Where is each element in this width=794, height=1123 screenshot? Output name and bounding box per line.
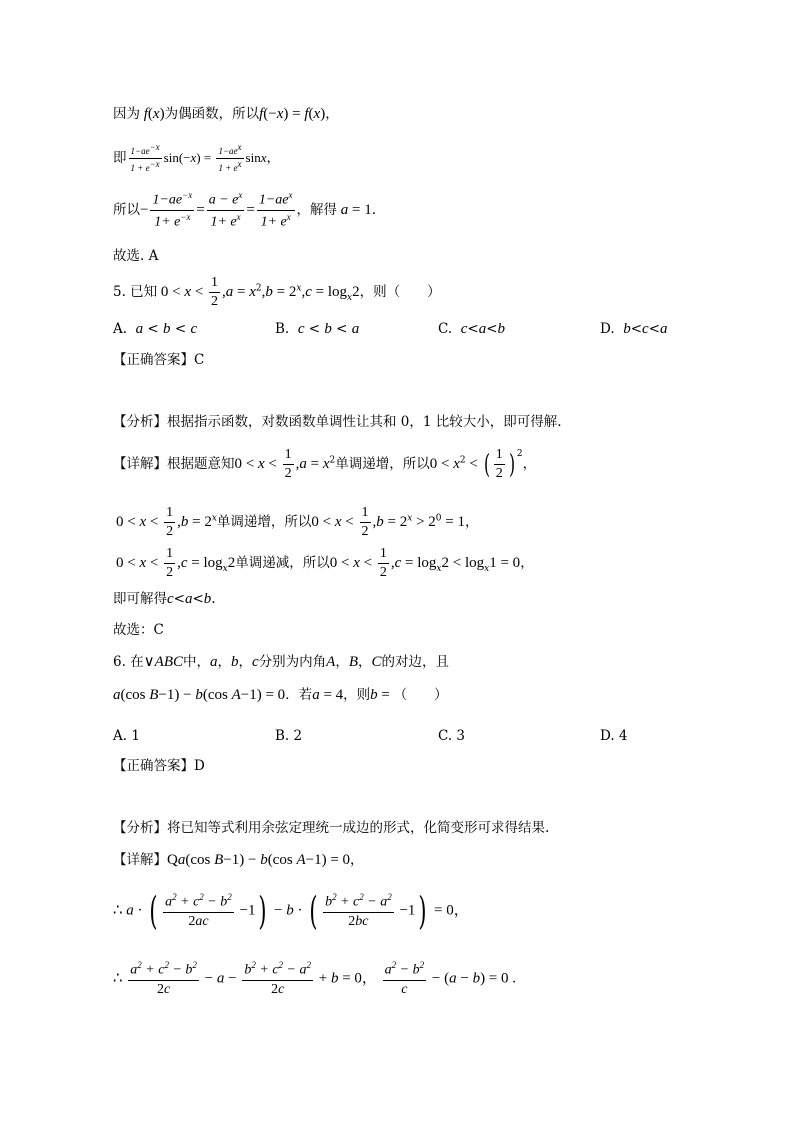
choice-5d: D. b<c<a <box>600 321 668 337</box>
detail-6-line-2: ∴ a · ( $\frac{a^2 + c^2 - b^2}{2ac}$ −1) − b · ( $\frac{b^2 + c^2 - a^2}{2bc}$ −1) = 0， <box>113 889 469 933</box>
question-6-line-1: 6. 在∨ABC中，a，b，c分别为内角A，B，C的对边，且 <box>113 654 450 670</box>
select-5: 故选：C <box>113 622 164 638</box>
detail-5-line-1: 【详解】根据题意知0 < x < $\frac{1}{2}$ $,a = x^2$单调递增，所以$0 < x^2$ < ( $\frac{1}{2}$ ) $^2$， <box>113 447 537 482</box>
question-5: 5. 已知 0 < x < $\frac{1}{2}$ $,a = x^2,b = 2^x,c = \log_x2$，则（ ） <box>113 275 441 310</box>
choice-6c: C. 3 <box>438 728 466 744</box>
text-line-4: 故选. A <box>113 248 159 264</box>
choice-5a: A. a < b < c <box>113 321 198 337</box>
text-line-2: 即 $\frac{1-ae^{-x}}{1 + e^{-x}}$ sin(−x) = $\frac{1-ae^x}{1 + e^x}$ sinx， <box>113 142 280 173</box>
choice-5b: B. c < b < a <box>275 321 360 337</box>
choice-6b: B. 2 <box>275 728 303 744</box>
analysis-6: 【分析】将已知等式利用余弦定理统一成边的形式，化简变形可求得结果. <box>113 820 550 836</box>
question-6-line-2: a(cos B−1) − b(cos A−1) = 0．若a = 4，则b = （ ） <box>113 687 448 703</box>
text-line-3: 所以− $\frac{1-ae^{-x}}{1+ e^{-x}}$ = $\frac{a - e^x}{1+ e^x}$ = $\frac{1-ae^x}{1+ e^x}$ ，解得 a = 1. <box>113 190 377 230</box>
text-line-1: 因为 f(x)为偶函数，所以f(−x) = f(x)， <box>113 106 339 122</box>
detail-6-line-1: 【详解】Qa(cos B−1) − b(cos A−1) = 0， <box>113 852 364 868</box>
choice-5c: C. c<a<b <box>438 321 506 337</box>
detail-6-line-3: ∴ $\frac{a^2 + c^2 - b^2}{2c}$ − a − $\frac{b^2 + c^2 - a^2}{2c}$ + b = 0， $\frac{a^2 - b^2}{c}$ − (a − b) = 0 . <box>113 960 517 997</box>
detail-5-line-2: 0 < x < $\frac{1}{2}$ $,b = 2^x$单调递增，所以0 < x < $\frac{1}{2}$ $,b = 2^x > 2^0 = 1$， <box>116 505 479 540</box>
answer-5: 【正确答案】C <box>113 352 205 368</box>
choice-6a: A. 1 <box>113 728 140 744</box>
answer-6: 【正确答案】D <box>113 758 205 774</box>
analysis-5: 【分析】根据指示函数，对数函数单调性让其和 0，1 比较大小，即可得解. <box>113 414 562 430</box>
detail-5-line-3: 0 < x < $\frac{1}{2}$ $,c = \log_x2$单调递减，所以0 < x < $\frac{1}{2}$ $,c = \log_x2 < \log_x1 = 0$， <box>116 546 534 581</box>
detail-5-result: 即可解得c<a<b. <box>113 591 216 607</box>
choice-6d: D. 4 <box>600 728 628 744</box>
